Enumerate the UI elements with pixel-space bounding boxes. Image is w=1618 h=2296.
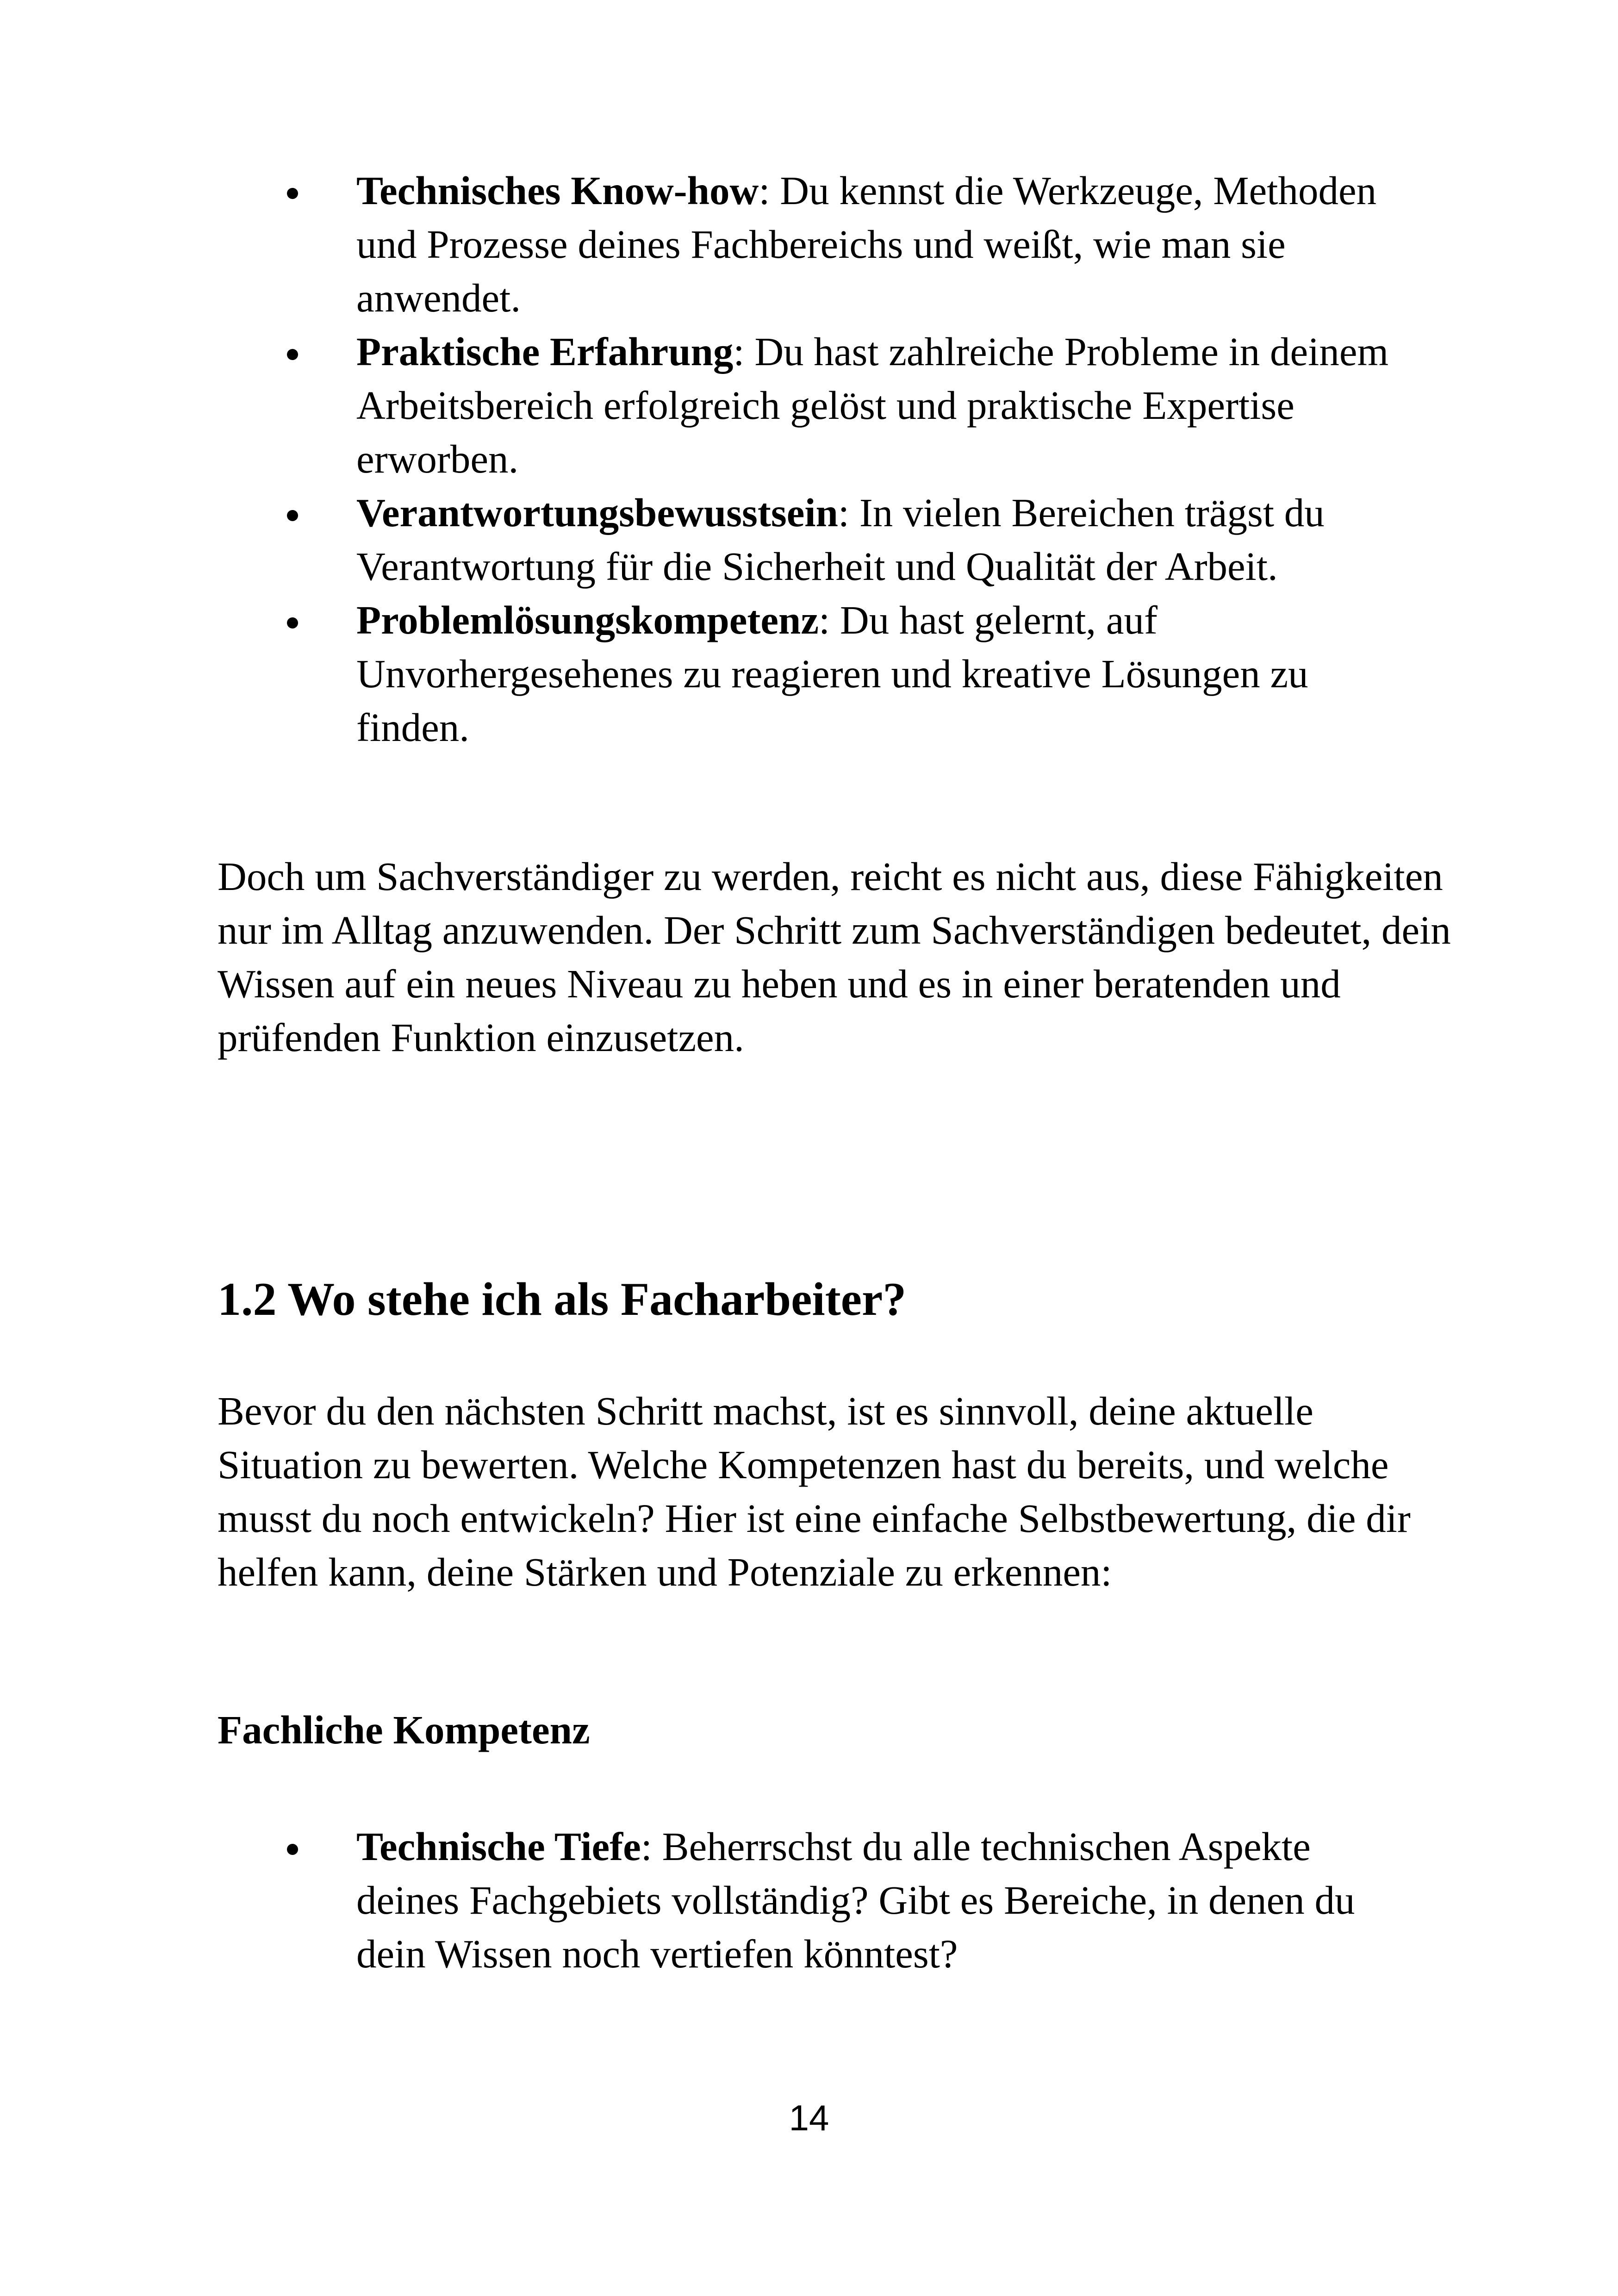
section-heading: 1.2 Wo stehe ich als Facharbeiter? bbox=[218, 1273, 907, 1325]
list-item-term: Verantwortungsbewusstsein bbox=[356, 490, 838, 535]
list-item bbox=[0, 164, 1421, 325]
list-item-term: Problemlösungskompetenz bbox=[356, 597, 819, 642]
bullet-icon bbox=[287, 188, 298, 199]
list-item-term: Praktische Erfahrung bbox=[356, 329, 734, 374]
bullet-icon bbox=[287, 349, 298, 360]
competence-question-list bbox=[0, 1820, 1421, 1981]
list-item bbox=[0, 593, 1421, 754]
list-item bbox=[0, 1820, 1421, 1981]
list-item bbox=[0, 325, 1421, 486]
bullet-icon bbox=[287, 1844, 298, 1855]
list-item-text: : Beherrschst du alle technischen Aspekte deines Fachgebiets vollständig? Gibt es Bereiche, in denen du dein Wissen noch vertiefen könntest? bbox=[356, 1824, 1355, 1976]
list-item-term: Technische Tiefe bbox=[356, 1824, 641, 1869]
bullet-icon bbox=[287, 617, 298, 628]
list-item-text: : Du hast gelernt, auf Unvorhergesehenes zu reagieren und kreative Lösungen zu finden. bbox=[356, 597, 1308, 750]
list-item bbox=[0, 486, 1421, 593]
list-item-text: : Du kennst die Werkzeuge, Methoden und Prozesse deines Fachbereichs und weißt, wie man sie anwendet. bbox=[356, 168, 1377, 320]
bullet-icon bbox=[287, 510, 298, 521]
competence-list bbox=[0, 164, 1421, 754]
list-item-term: Technisches Know-how bbox=[356, 168, 759, 213]
list-item-text: : In vielen Bereichen trägst du Verantwortung für die Sicherheit und Qualität der Arbeit. bbox=[356, 490, 1325, 589]
body-paragraph: Bevor du den nächsten Schritt machst, ist es sinnvoll, deine aktuelle Situation zu bewerten. Welche Kompetenzen hast du bereits, und welche musst du noch entwickeln? Hier ist eine einfache Selbstbewertung, die dir helfen kann, deine Stärken und Potenziale zu erkennen: bbox=[218, 1388, 1411, 1594]
subsection-heading: Fachliche Kompetenz bbox=[218, 1707, 590, 1752]
list-item-text: : Du hast zahlreiche Probleme in deinem Arbeitsbereich erfolgreich gelöst und praktische Expertise erworben. bbox=[356, 329, 1389, 481]
body-paragraph: Doch um Sachverständiger zu werden, reicht es nicht aus, diese Fähigkeiten nur im Alltag anzuwenden. Der Schritt zum Sachverständigen bedeutet, dein Wissen auf ein neues Niveau zu heben und es in einer beratenden und prüfenden Funktion einzusetzen. bbox=[218, 854, 1451, 1060]
page-number: 14 bbox=[789, 2097, 829, 2138]
